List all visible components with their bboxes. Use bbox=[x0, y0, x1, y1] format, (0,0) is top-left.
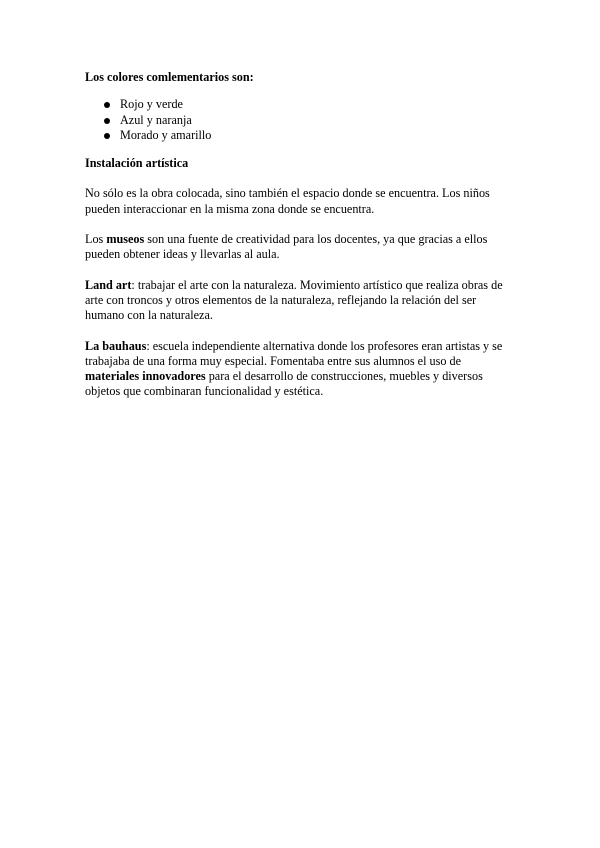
complementary-colors-list bbox=[85, 97, 505, 143]
installation-heading: Instalación artística bbox=[85, 156, 189, 171]
bauhaus-text-end: para el desarrollo de construcciones, muebles y diversos objetos que combinaran funcionalidad y estética. bbox=[85, 369, 483, 399]
innovative-materials-term: materiales innovadores bbox=[85, 369, 206, 384]
list-item-label: Azul y naranja bbox=[120, 112, 192, 127]
museums-term: museos bbox=[106, 232, 145, 247]
list-item bbox=[85, 128, 505, 143]
land-art-paragraph bbox=[85, 278, 505, 324]
list-item bbox=[85, 113, 505, 128]
bullet-icon bbox=[104, 118, 110, 124]
list-item bbox=[85, 97, 505, 112]
bauhaus-text: : escuela independiente alternativa donde los profesores eran artistas y se trabajaba de una forma muy especial. Fomentaba entre sus alumnos el uso de bbox=[85, 338, 503, 368]
list-item-label: Rojo y verde bbox=[120, 97, 183, 112]
complementary-colors-heading: Los colores comlementarios son: bbox=[85, 70, 254, 84]
bauhaus-paragraph bbox=[85, 339, 505, 400]
museums-paragraph bbox=[85, 232, 505, 263]
land-art-term: Land art bbox=[85, 277, 132, 292]
bullet-icon bbox=[104, 102, 110, 108]
land-art-text: : trabajar el arte con la naturaleza. Movimiento artístico que realiza obras de arte con troncos y otros elementos de la naturaleza, reflejando la relación del ser humano con la naturaleza. bbox=[85, 277, 503, 323]
bullet-icon bbox=[104, 133, 110, 139]
installation-paragraph: No sólo es la obra colocada, sino también el espacio donde se encuentra. Los niños pueden interaccionar en la misma zona donde se encuentra. bbox=[85, 186, 490, 216]
museums-prefix: Los bbox=[85, 232, 107, 247]
list-item-label: Morado y amarillo bbox=[120, 127, 212, 142]
bauhaus-term: La bauhaus bbox=[85, 338, 147, 353]
document-page bbox=[85, 70, 505, 400]
museums-text: son una fuente de creatividad para los docentes, ya que gracias a ellos pueden obtener ideas y llevarlas al aula. bbox=[85, 232, 488, 262]
